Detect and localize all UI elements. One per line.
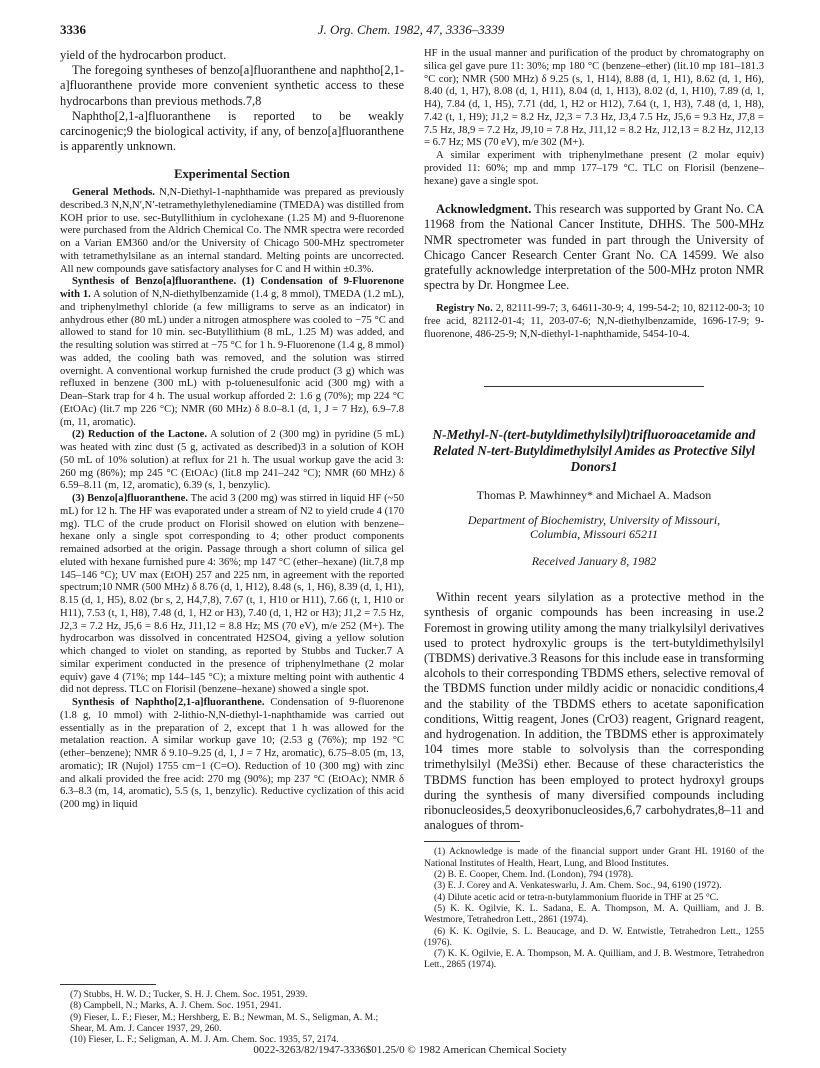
similar-experiment-paragraph: A similar experiment with triphenylmethane present (2 molar equiv) provided 11: 60%; mp and mmp 177–179 °C. TLC on Florisil (benzene–hexane) gave a single spot.: [424, 150, 764, 187]
article-divider: [484, 386, 704, 387]
footnote-item: (7) K. K. Ogilvie, E. A. Thompson, M. A. Quilliam, and J. B. Westmore, Tetrahedron Lett., 2865 (1974).: [424, 948, 764, 971]
general-methods-label: General Methods.: [72, 187, 155, 199]
synthesis-step-1-label: Synthesis of Benzo[a]fluoranthene. (1) Condensation of 9-Fluorenone with 1.: [60, 276, 404, 301]
footnote-item: (1) Acknowledge is made of the financial support under Grant HL 19160 of the National Institutes of Health, Heart, Lung, and Blood Institutes.: [424, 846, 764, 869]
synthesis-step-2-label: (2) Reduction of the Lactone.: [72, 429, 207, 441]
article-body: Within recent years silylation as a protective method in the synthesis of organic compounds has been increasing in use.2 Foremost in growing utility among the many trialkylsilyl derivatives used to protect hydroxylic groups is the tert-butyldimethylsilyl (TBDMS) derivative.3 Reasons for this include ease in transforming alcohols to their corresponding TBDMS ethers, selective removal of the TBDMS function under mildly acidic or nonacidic conditions,4 and the stability of the TBDMS ethers to acetate saponification conditions, Wittig reagent, Jones (CrO3) reagent, Grignard reagent, and hydrogenation. In addition, the TBDMS ether is approximately 104 times more stable to solvolysis than the corresponding trimethylsilyl (Me3Si) ether. Because of these characteristics the TBDMS function has been employed to protect hydroxyl groups during the synthesis of many diversified compounds including ribonucleosides,5 deoxyribonucleosides,6,7 carbohydrates,8–11 and analogues of throm-: [424, 590, 765, 833]
synthesis-step-3-label: (3) Benzo[a]fluoranthene.: [72, 493, 189, 505]
reference-item: (7) Stubbs, H. W. D.; Tucker, S. H. J. Chem. Soc. 1951, 2939.: [70, 989, 308, 1000]
article-footnotes: [424, 841, 764, 970]
left-references: [60, 976, 404, 1045]
right-column: [424, 48, 764, 971]
footnote-item: (2) B. E. Cooper, Chem. Ind. (London), 794 (1978).: [434, 869, 634, 881]
intro-paragraph-1: yield of the hydrocarbon product.: [60, 48, 227, 62]
footnote-divider: [424, 841, 520, 842]
synthesis-step-4-text: Condensation of 9-fluorenone (1.8 g, 10 mmol) with 2-lithio-N,N-diethyl-1-naphthamide was carried out essentially as in the preparation of 2, except that 1 h was allowed for the metalation reaction. A similar workup gave 10; (2.53 g (76%); mp 192 °C (ether–benzene); NMR δ 9.10–9.25 (d, 1, J = 7 Hz, aromatic), 6.75–8.05 (m, 13, aromatic); IR (Nujol) 1755 cm−1 (C=O). Reduction of 10 (300 mg) with zinc and alkali provided the free acid: 270 mg (90%); mp 237 °C (EtOAc); NMR δ 6.3–8.3 (m, 14, aromatic), 5.5 (s, 1, benzylic). Reductive cyclization of this acid (200 mg) in liquid: [60, 697, 404, 811]
synthesis-step-1-text: A solution of N,N-diethylbenzamide (1.4 g, 8 mmol), TMEDA (1.2 mL), and triphenylmethyl chloride (a few milligrams to serve as an indicator) in anhydrous ether (80 mL) under a nitrogen atmosphere was cooled to −75 °C and allowed to stand for 10 min. sec-Butyllithium (8 mL, 1.25 M) was added, and the resulting solution was stirred at −75 °C for 1 h. 9-Fluorenone (1.4 g, 8 mmol) was added, the cooling bath was removed, and the solution was stirred overnight. A conventional workup furnished the crude product (3 g) which was refluxed in benzene (300 mL) with p-toluenesulfonic acid (300 mg) with a Dean–Stark trap for 4 h. The usual workup afforded 2: 1.6 g (70%); mp 224 °C (EtOAc) (lit.7 mp 226 °C); NMR (60 MHz) δ 8.0–8.1 (d, 1, J = 7 Hz), 6.9–7.8 (m, 11, aromatic).: [60, 289, 404, 428]
synthesis-step-1: [60, 276, 404, 429]
intro-paragraph-2: The foregoing syntheses of benzo[a]fluoranthene and naphtho[2,1-a]fluoranthene provide more convenient synthetic access to these hydrocarbons than previous methods.7,8: [60, 63, 404, 108]
synthesis-step-4-label: Synthesis of Naphtho[2,1-a]fluoranthene.: [72, 697, 265, 709]
reference-item: (8) Campbell, N.; Marks, A. J. Chem. Soc. 1951, 2941.: [70, 1000, 282, 1012]
synthesis-step-3-text: The acid 3 (200 mg) was stirred in liquid HF (~50 mL) for 12 h. The HF was evaporated under a stream of N2 to yield crude 4 (170 mg). TLC of the crude product on Florisil showed on elution with benzene–hexane only a single spot corresponding to 4; other product components remained adsorbed at the origin. Passage through a short column of silica gel eluted with hexane furnished pure 4: 36%; mp 147 °C (ether–hexane) (lit.7,8 mp 145–146 °C); UV max (EtOH) 257 and 225 nm, in agreement with the reported spectrum;10 NMR (500 MHz) δ 8.76 (d, 1, H12), 8.48 (s, 1, H6), 8.39 (d, 1, H1), 8.15 (d, 1, H5), 8.02 (br s, 2, H4,7,8), 7.67 (t, 1, H10 or H11), 7.66 (t, 1, H10 or H11), 7.53 (t, 1, H8), 7.48 (d, 1, H2 or H3), 7.40 (d, 1, H2 or H3); J1,2 = 7.5 Hz, J2,3 = 7.2 Hz, J5,6 = 8.6 Hz, J11,12 = 8.8 Hz; MS (70 eV), m/e 252 (M+). The hydrocarbon was dissolved in concentrated H2SO4, giving a yellow solution which changed to violet on standing, as reported by Stubbs and Tucker.7 A similar experiment conducted in the presence of triphenylmethane (2 molar equiv) gave 4 (71%; mp 144–145 °C); a mixture melting point with authentic 4 did not depress. TLC on Florisil (benzene–hexane) showed a single spot.: [60, 493, 404, 696]
synthesis-step-2-text: A solution of 2 (300 mg) in pyridine (5 mL) was heated with zinc dust (5 g, activated as described)3 in a solution of KOH (50 mL of 10% solution) at reflux for 21 h. The usual workup gave the acid 3: 260 mg (86%); mp 245 °C (EtOAc) (lit.8 mp 241–242 °C); NMR (60 MHz) δ 6.59–8.11 (m, 12, aromatic), 6.39 (s, 1, benzylic).: [60, 429, 404, 492]
acknowledgment-label: Acknowledgment.: [436, 202, 532, 217]
article-affiliation: [424, 513, 764, 541]
acknowledgment-text: This research was supported by Grant No. CA 11968 from the National Cancer Institute, DHHS. The 500-MHz NMR spectrometer was funded in part through the University of Chicago Cancer Research Center Grant No. CA 14599. We also gratefully acknowledge interpretation of the 500-MHz proton NMR spectra by Dr. Hongmee Lee.: [424, 202, 764, 293]
copyright-footer: 0022-3263/82/1947-3336$01.25/0 © 1982 American Chemical Society: [253, 1044, 567, 1056]
synthesis-step-3: [60, 493, 404, 697]
continued-paragraph: HF in the usual manner and purification of the product by chromatography on silica gel gave pure 11: 30%; mp 180 °C (benzene–ether) (lit.10 mp 181–181.3 °C cor); NMR (500 MHz) δ 9.25 (s, 1, H14), 8.88 (d, 1, H1), 8.62 (d, 1, H6), 8.40 (d, 1, H7), 8.08 (d, 1, H11), 8.04 (d, 1, H13), 8.02 (d, 1, H10), 7.89 (d, 1, H4), 7.84 (d, 1, H5), 7.71 (dd, 1, H2 or H12), 7.64 (t, 1, H3), 7.48 (d, 1, H8), 7.42 (t, 1, H9); J1,2 = 8.2 Hz, J2,3 = 7.3 Hz, J3,4 7.5 Hz, J5,6 = 9.3 Hz, J7,8 = 7.5 Hz, J8,9 = 7.2 Hz, J9,10 = 7.8 Hz, J11,12 = 8.2 Hz, J12,13 = 8.2 Hz, J12,13 = 6.7 Hz; MS (70 eV), m/e 302 (M+).: [424, 48, 764, 149]
article-title: N-Methyl-N-(tert-butyldimethylsilyl)trifluoroacetamide and Related N-tert-Butyldimethylsilyl Amides as Protective Silyl Donors1: [432, 426, 756, 474]
running-header: [60, 22, 762, 40]
reference-item: (10) Fieser, L. F.; Seligman, A. M. J. Am. Chem. Soc. 1935, 57, 2174.: [70, 1034, 339, 1046]
affiliation-line-1: Department of Biochemistry, University of Missouri,: [467, 513, 721, 528]
general-methods-paragraph: [60, 187, 404, 276]
registry-paragraph: [424, 303, 764, 341]
left-column: [60, 48, 404, 812]
received-date: Received January 8, 1982: [531, 554, 657, 569]
general-methods-text: N,N-Diethyl-1-naphthamide was prepared as previously described.3 N,N,N′,N′-tetramethylethylenediamine (TMEDA) was distilled from KOH prior to use. sec-Butyllithium in cyclohexane (1.25 M) and 9-fluorenone were purchased from the Aldrich Chemical Co. The NMR spectra were recorded on a Varian EM360 and/or the University of Chicago 500-MHz spectrometer with tetramethylsilane as an internal standard. Melting points are uncorrected. All new compounds gave satisfactory analyses for C and H within ±0.3%.: [60, 187, 404, 275]
footnote-item: (4) Dilute acetic acid or tetra-n-butylammonium fluoride in THF at 25 °C.: [434, 891, 719, 903]
reference-item: (9) Fieser, L. F.; Fieser, M.; Hershberg, E. B.; Newman, M. S., Seligman, A. M.; Shear, M. Am. J. Cancer 1937, 29, 260.: [70, 1011, 379, 1034]
synthesis-step-2: [60, 429, 404, 493]
section-heading: Experimental Section: [174, 167, 290, 182]
acknowledgment-paragraph: [424, 202, 764, 293]
article-authors: Thomas P. Mawhinney* and Michael A. Madson: [476, 487, 712, 502]
intro-paragraph-3: Naphtho[2,1-a]fluoranthene is reported to be weakly carcinogenic;9 the biological activity, if any, of benzo[a]fluoranthene is apparently unknown.: [60, 108, 404, 154]
footnote-item: (3) E. J. Corey and A. Venkateswarlu, J. Am. Chem. Soc., 94, 6190 (1972).: [434, 880, 722, 892]
affiliation-line-2: Columbia, Missouri 65211: [529, 527, 659, 542]
synthesis-step-4: [60, 697, 404, 812]
registry-text: 2, 82111-99-7; 3, 64611-30-9; 4, 199-54-2; 10, 82112-00-3; 10 free acid, 82112-01-4; 11, 203-07-6; N,N-diethylbenzamide, 1696-17-9; 9-fluorenone, 486-25-9; N,N-diethyl-1-naphthamide, 5454-10-4.: [424, 303, 764, 340]
page-number: 3336: [60, 22, 86, 37]
registry-label: Registry No.: [436, 303, 493, 315]
journal-citation: J. Org. Chem. 1982, 47, 3336–3339: [317, 22, 505, 37]
reference-divider: [60, 984, 156, 985]
footnote-item: (5) K. K. Ogilvie, K. L. Sadana, E. A. Thompson, M. A. Quilliam, and J. B. Westmore, Tetrahedron Lett., 2861 (1974).: [424, 902, 764, 926]
footnote-item: (6) K. K. Ogilvie, S. L. Beaucage, and D. W. Entwistle, Tetrahedron Lett., 1255 (1976).: [424, 925, 764, 948]
